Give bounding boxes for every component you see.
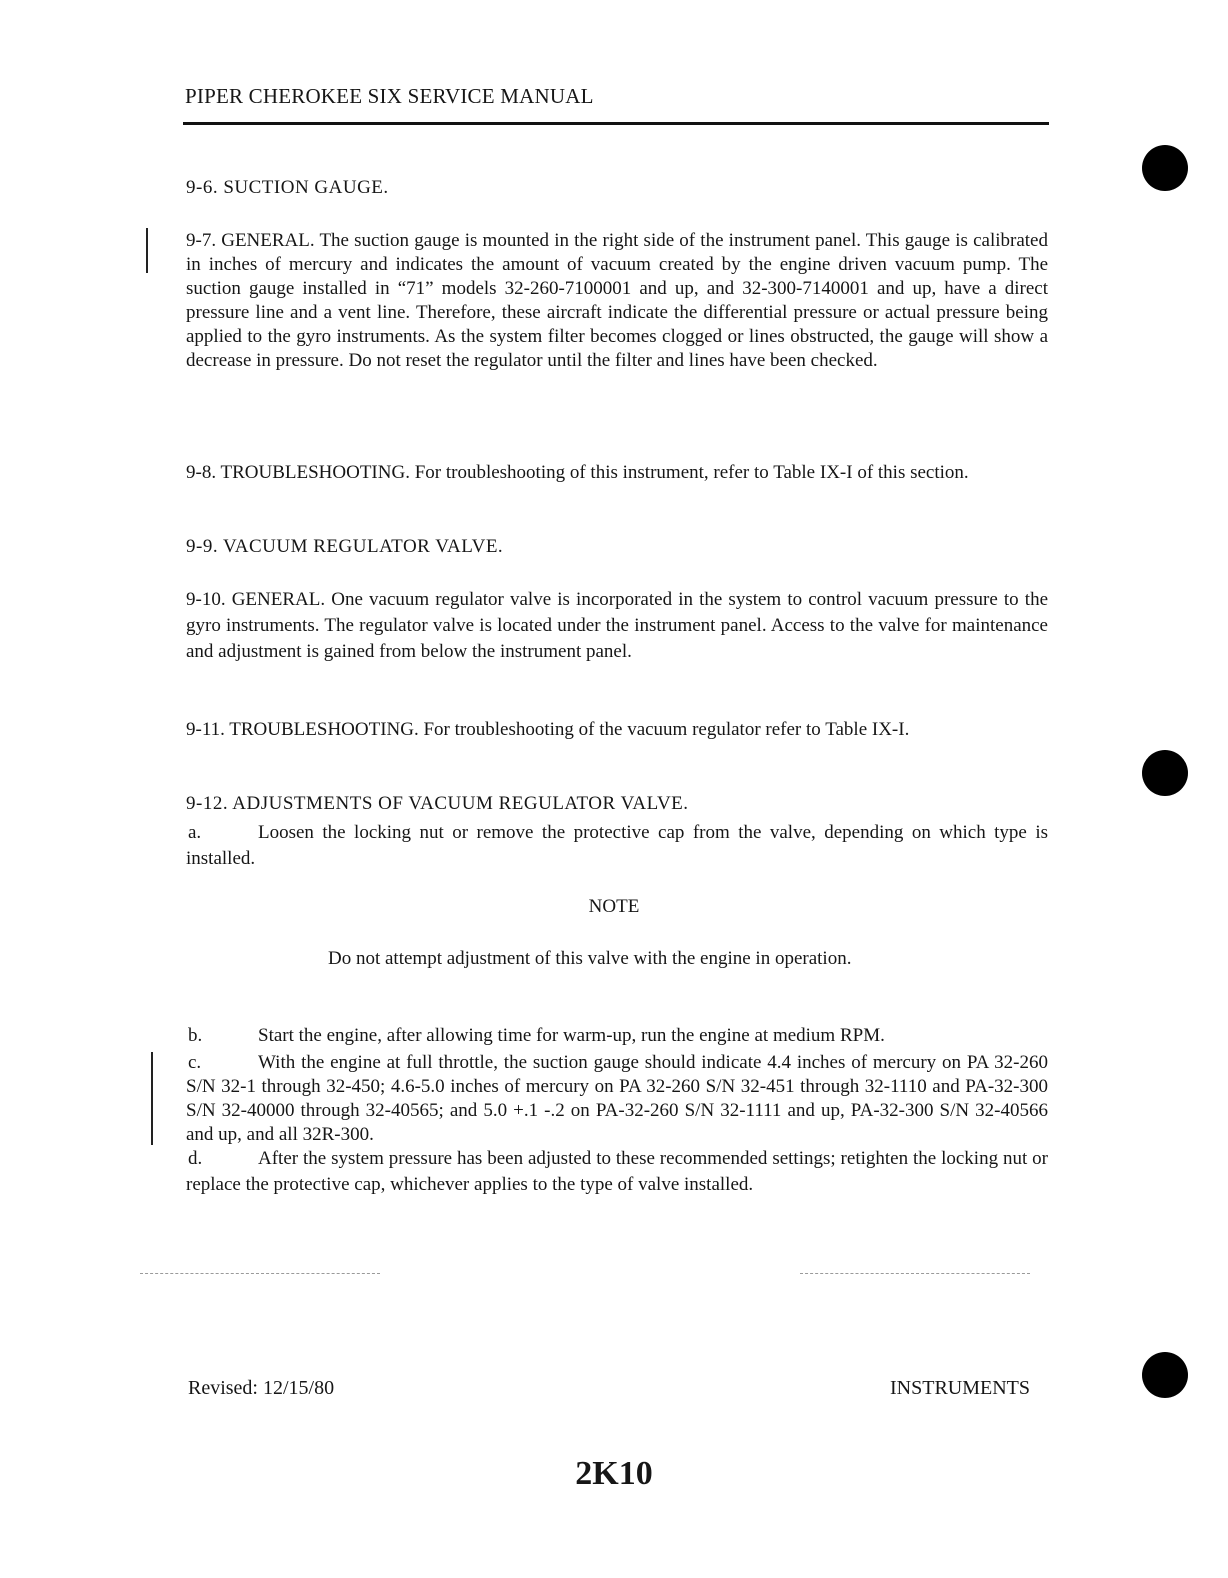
note-text: Do not attempt adjustment of this valve with the engine in operation. <box>328 948 852 969</box>
step-c-letter: c. <box>188 1052 202 1073</box>
step-b-text: Start the engine, after allowing time for warm-up, run the engine at medium RPM. <box>258 1025 885 1046</box>
step-a-text: Loosen the locking nut or remove the protective cap from the valve, depending on which type is installed. <box>186 822 1048 869</box>
scan-artifact-line-left <box>140 1273 380 1275</box>
paragraph-9-10-general: 9-10. GENERAL. One vacuum regulator valve is incorporated in the system to control vacuum pressure to the gyro instruments. The regulator valve is located under the instrument panel. Access to the valve for maintenance and adjustment is gained from below the instrument panel. <box>186 589 1048 662</box>
step-b <box>186 1023 1048 1049</box>
paragraph-9-11-troubleshooting: 9-11. TROUBLESHOOTING. For troubleshooting of the vacuum regulator refer to Table IX-I. <box>186 719 910 740</box>
header-rule <box>183 122 1049 125</box>
page-header: PIPER CHEROKEE SIX SERVICE MANUAL <box>185 84 594 108</box>
binder-hole-bottom <box>1142 1352 1188 1398</box>
step-c-text: With the engine at full throttle, the suction gauge should indicate 4.4 inches of mercury on PA 32-260 S/N 32-1 through 32-450; 4.6-5.0 inches of mercury on PA 32-260 S/N 32-451 through 32-1110 and PA-32-300 S/N 32-40000 through 32-40565; and 5.0 +.1 -.2 on PA-32-260 S/N 32-1111 and up, PA-32-300 S/N 32-40566 and up, and all 32R-300. <box>186 1052 1048 1145</box>
step-d <box>186 1146 1048 1198</box>
revision-bar-top <box>146 228 148 273</box>
step-a-letter: a. <box>188 822 202 843</box>
step-d-letter: d. <box>188 1148 203 1169</box>
paragraph-9-8-troubleshooting: 9-8. TROUBLESHOOTING. For troubleshooting of this instrument, refer to Table IX-I of this section. <box>186 462 969 483</box>
footer-revised-date: Revised: 12/15/80 <box>188 1377 335 1399</box>
step-d-text: After the system pressure has been adjusted to these recommended settings; retighten the locking nut or replace the protective cap, whichever applies to the type of valve installed. <box>186 1148 1048 1195</box>
note-title: NOTE <box>588 896 640 917</box>
step-b-letter: b. <box>188 1025 203 1046</box>
step-c <box>186 1051 1048 1147</box>
step-a <box>186 820 1048 872</box>
section-heading-vacuum-regulator-valve: 9-9. VACUUM REGULATOR VALVE. <box>186 536 504 557</box>
binder-hole-top <box>1142 145 1188 191</box>
scan-artifact-line-right <box>800 1273 1030 1275</box>
section-heading-suction-gauge: 9-6. SUCTION GAUGE. <box>186 177 389 198</box>
binder-hole-middle <box>1142 750 1188 796</box>
footer-section-name: INSTRUMENTS <box>890 1377 1031 1399</box>
page-code: 2K10 <box>575 1455 653 1492</box>
paragraph-9-7-general: 9-7. GENERAL. The suction gauge is mounted in the right side of the instrument panel. This gauge is calibrated in inches of mercury and indicates the amount of vacuum created by the engine driven vacuum pump. The suction gauge installed in “71” models 32-260-7100001 and up, and 32-300-7140001 and up, have a direct pressure line and a vent line. Therefore, these aircraft indicate the differential pressure or actual pressure being applied to the gyro instruments. As the system filter becomes clogged or lines obstructed, the gauge will show a decrease in pressure. Do not reset the regulator until the filter and lines have been checked. <box>186 230 1048 371</box>
section-heading-adjustments: 9-12. ADJUSTMENTS OF VACUUM REGULATOR VALVE. <box>186 793 689 814</box>
revision-bar-bottom <box>151 1052 153 1145</box>
